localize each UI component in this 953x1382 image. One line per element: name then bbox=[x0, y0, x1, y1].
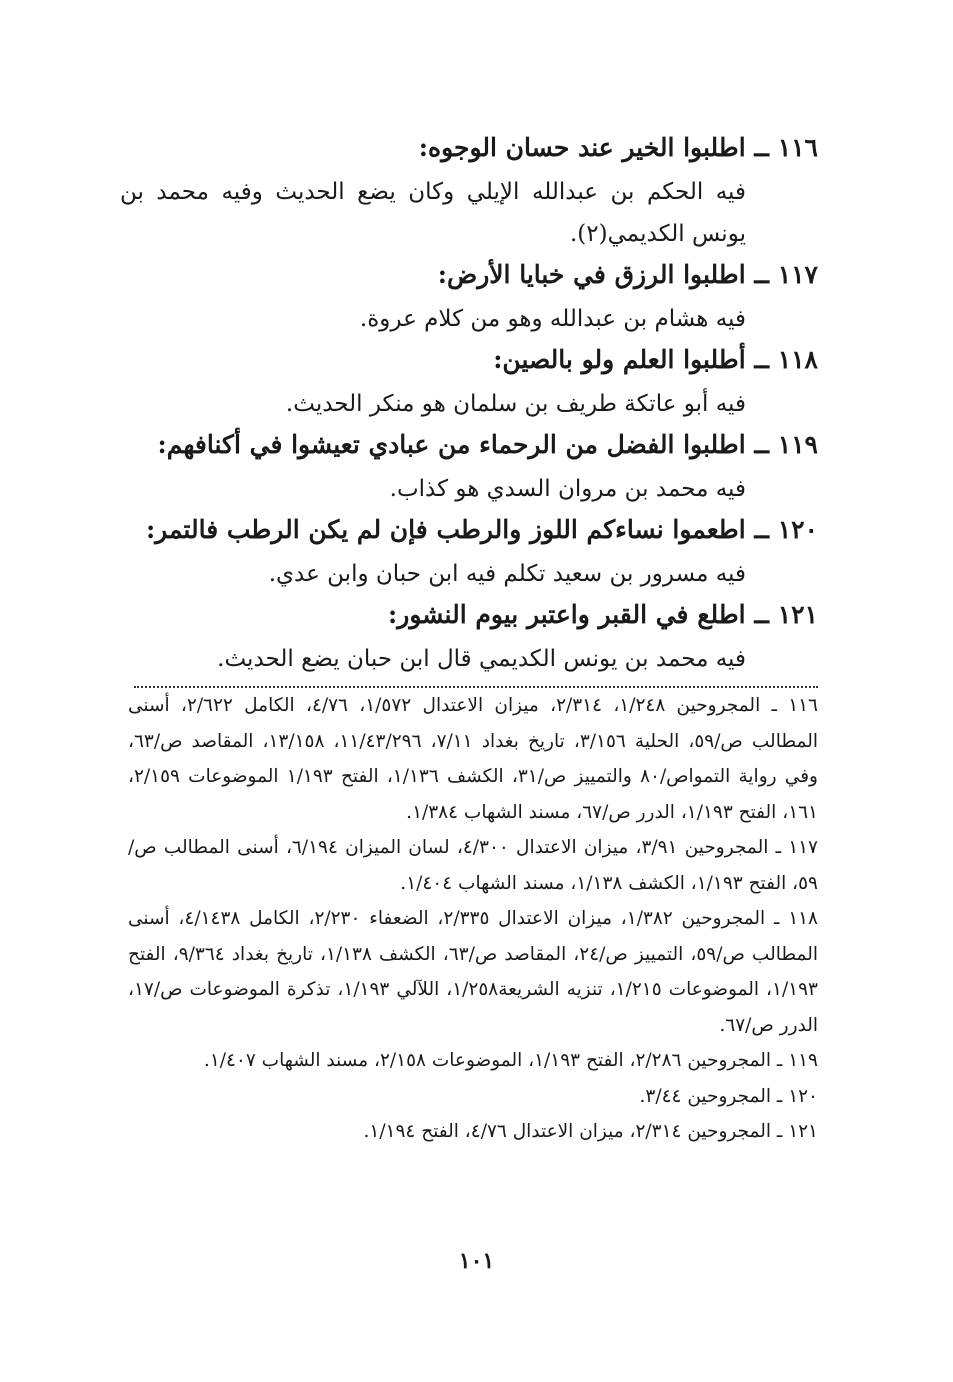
page-number: ١٠١ bbox=[458, 1248, 495, 1274]
entry-121 bbox=[120, 595, 818, 680]
entry-120 bbox=[120, 510, 818, 595]
main-text bbox=[120, 128, 818, 698]
entry-body: فيه محمد بن مروان السدي هو كذاب. bbox=[389, 476, 746, 502]
footnote-120: ١٢٠ ـ المجروحين ٣/٤٤. bbox=[639, 1085, 818, 1107]
footnote-121: ١٢١ ـ المجروحين ٢/٣١٤، ميزان الاعتدال ٤/٧٦، الفتح ١/١٩٤. bbox=[363, 1121, 818, 1142]
entry-heading: ١١٧ ــ اطلبوا الرزق في خبايا الأرض: bbox=[437, 260, 818, 289]
entry-117 bbox=[120, 255, 818, 340]
entry-heading: ١٢١ ــ اطلع في القبر واعتبر بيوم النشور: bbox=[388, 600, 818, 629]
entry-body: فيه أبو عاتكة طريف بن سلمان هو منكر الحديث. bbox=[285, 391, 746, 417]
footnotes bbox=[128, 688, 818, 1150]
entry-heading: ١١٩ ــ اطلبوا الفضل من الرحماء من عبادي تعيشوا في أكنافهم: bbox=[157, 430, 818, 459]
footnote-116: ١١٦ ـ المجروحين ١/٢٤٨، ٢/٣١٤، ميزان الاعتدال ١/٥٧٢، ٤/٧٦، الكامل ٢/٦٢٢، أسنى المطالب ص/٥٩، الحلية ٣/١٥٦، تاريخ بغداد ٧/١١، ١١/٤٣/٢٩٦، ١٣/١٥٨، المقاصد ص/٦٣، وفي رواية التمواص/٨٠ والتمييز ص/٣١، الكشف ١/١٣٦، الفتح ١/١٩٣ الموضوعات ٢/١٥٩، ١٦١، الفتح ١/١٩٣، الدرر ص/٦٧، مسند الشهاب ١/٣٨٤. bbox=[128, 695, 818, 823]
entry-body: فيه هشام بن عبدالله وهو من كلام عروة. bbox=[359, 306, 746, 332]
entry-heading: ١١٦ ــ اطلبوا الخير عند حسان الوجوه: bbox=[418, 133, 818, 162]
entry-116 bbox=[120, 128, 818, 255]
entry-body: فيه محمد بن يونس الكديمي قال ابن حبان يضع الحديث. bbox=[217, 646, 746, 672]
entry-heading: ١٢٠ ــ اطعموا نساءكم اللوز والرطب فإن لم يكن الرطب فالتمر: bbox=[145, 515, 818, 544]
entry-body: فيه الحكم بن عبدالله الإيلي وكان يضع الحديث وفيه محمد بن يونس الكديمي(٢). bbox=[120, 179, 746, 247]
entry-118 bbox=[120, 340, 818, 425]
entry-heading: ١١٨ ــ أطلبوا العلم ولو بالصين: bbox=[493, 345, 818, 374]
footnote-119: ١١٩ ـ المجروحين ٢/٢٨٦، الفتح ١/١٩٣، الموضوعات ٢/١٥٨، مسند الشهاب ١/٤٠٧. bbox=[203, 1050, 818, 1071]
footnote-118: ١١٨ ـ المجروحين ١/٣٨٢، ميزان الاعتدال ٢/٣٣٥، الضعفاء ٢/٢٣٠، الكامل ٤/١٤٣٨، أسنى المطالب ص/٥٩، التمييز ص/٢٤، المقاصد ص/٦٣، الكشف ١/١٣٨، تاريخ بغداد ٩/٣٦٤، الفتح ١/١٩٣، الموضوعات ١/٢١٥، تنزيه الشريعة١/٢٥٨، اللآلي ١/١٩٣، تذكرة الموضوعات ص/١٧، الدرر ص/٦٧. bbox=[128, 908, 818, 1036]
entry-119 bbox=[120, 425, 818, 510]
entry-body: فيه مسرور بن سعيد تكلم فيه ابن حبان وابن عدي. bbox=[268, 561, 746, 587]
footnote-117: ١١٧ ـ المجروحين ٣/٩١، ميزان الاعتدال ٤/٣٠٠، لسان الميزان ٦/١٩٤، أسنى المطالب ص/٥٩، الفتح ١/١٩٣، الكشف ١/١٣٨، مسند الشهاب ١/٤٠٤. bbox=[128, 837, 818, 894]
